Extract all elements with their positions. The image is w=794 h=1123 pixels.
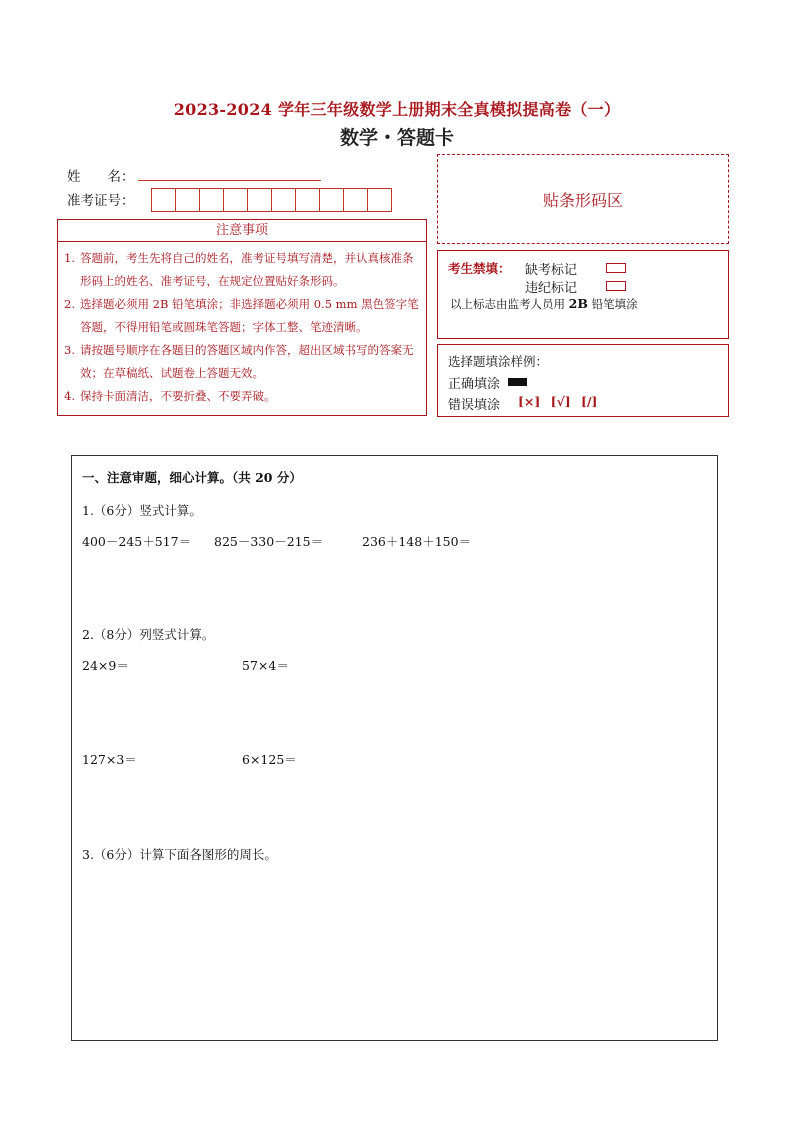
notice-item-number: 1. — [64, 251, 75, 265]
notice-item-number: 4. — [64, 389, 75, 403]
fill-example-title: 选择题填涂样例： — [448, 354, 549, 369]
notice-heading: 注意事项 — [57, 219, 427, 242]
q2-expression: 57×4＝ — [242, 658, 289, 673]
card-subtitle: 数学・答题卡 — [339, 127, 454, 149]
id-digit-box[interactable] — [199, 188, 224, 212]
examiner-only-panel — [437, 250, 729, 339]
notice-item — [64, 385, 420, 408]
notice-item-number: 3. — [64, 343, 75, 357]
id-digit-box[interactable] — [223, 188, 248, 212]
id-digit-box[interactable] — [367, 188, 392, 212]
correct-fill-label: 正确填涂 — [448, 377, 501, 392]
absent-mark-box[interactable] — [606, 263, 626, 273]
violation-mark-box[interactable] — [606, 281, 626, 291]
notice-item-text: 请按题号顺序在各题目的答题区域内作答，超出区域书写的答案无效；在草稿纸、试题卷上答题无效。 — [80, 343, 414, 380]
q2-expression: 24×9＝ — [82, 658, 129, 673]
q1-expression: 236＋148＋150＝ — [362, 534, 472, 549]
id-digit-box[interactable] — [151, 188, 176, 212]
correct-fill-sample — [508, 378, 527, 386]
id-digit-box[interactable] — [271, 188, 296, 212]
forbid-note — [450, 296, 638, 312]
section-heading: 一、注意审题，细心计算。（共 20 分） — [82, 470, 302, 485]
id-label: 准考证号： — [67, 193, 135, 209]
name-field[interactable] — [138, 180, 321, 181]
notice-item — [64, 339, 420, 385]
notice-item — [64, 247, 420, 293]
notice-item — [64, 293, 420, 339]
q1-expression: 400－245＋517＝ — [82, 534, 192, 549]
question-1-title: 1.（6分）竖式计算。 — [82, 503, 202, 518]
id-digit-box[interactable] — [175, 188, 200, 212]
barcode-area — [437, 154, 729, 244]
forbid-note-text: 以上标志由监考人员用 — [450, 297, 565, 311]
q1-expression: 825－330－215＝ — [214, 534, 324, 549]
violation-mark-label: 违纪标记 — [525, 281, 578, 296]
forbid-note-pencil: 2B — [568, 296, 588, 311]
notice-list — [57, 241, 427, 416]
notice-item-text: 选择题必须用 2B 铅笔填涂；非选择题必须用 0.5 mm 黑色签字笔答题，不得用铅笔或圆珠笔答题；字体工整、笔迹清晰。 — [80, 297, 419, 334]
wrong-fill-label: 错误填涂 — [448, 398, 501, 413]
forbid-note-text-end: 铅笔填涂 — [591, 297, 638, 311]
id-number-boxes[interactable] — [151, 188, 391, 212]
answer-area[interactable] — [71, 455, 718, 1041]
exam-title: 2023-2024 学年三年级数学上册期末全真模拟提高卷（一） — [173, 100, 621, 119]
wrong-fill-samples: [×] [√] [/] — [518, 394, 598, 409]
id-digit-box[interactable] — [295, 188, 320, 212]
notice-item-text: 答题前，考生先将自己的姓名，准考证号填写清楚，并认真核准条形码上的姓名、准考证号，在规定位置贴好条形码。 — [80, 251, 414, 288]
id-digit-box[interactable] — [343, 188, 368, 212]
absent-mark-label: 缺考标记 — [525, 263, 578, 278]
question-2-title: 2.（8分）列竖式计算。 — [82, 627, 215, 642]
name-label: 姓 名： — [67, 169, 135, 185]
q2-expression: 6×125＝ — [242, 752, 297, 767]
forbid-title: 考生禁填： — [448, 261, 511, 276]
notice-item-number: 2. — [64, 297, 75, 311]
id-digit-box[interactable] — [319, 188, 344, 212]
id-digit-box[interactable] — [247, 188, 272, 212]
barcode-label: 贴条形码区 — [542, 190, 623, 210]
fill-example-panel — [437, 344, 729, 417]
question-3-title: 3.（6分）计算下面各图形的周长。 — [82, 847, 277, 862]
q2-expression: 127×3＝ — [82, 752, 137, 767]
notice-item-text: 保持卡面清洁，不要折叠、不要弄破。 — [80, 389, 276, 403]
